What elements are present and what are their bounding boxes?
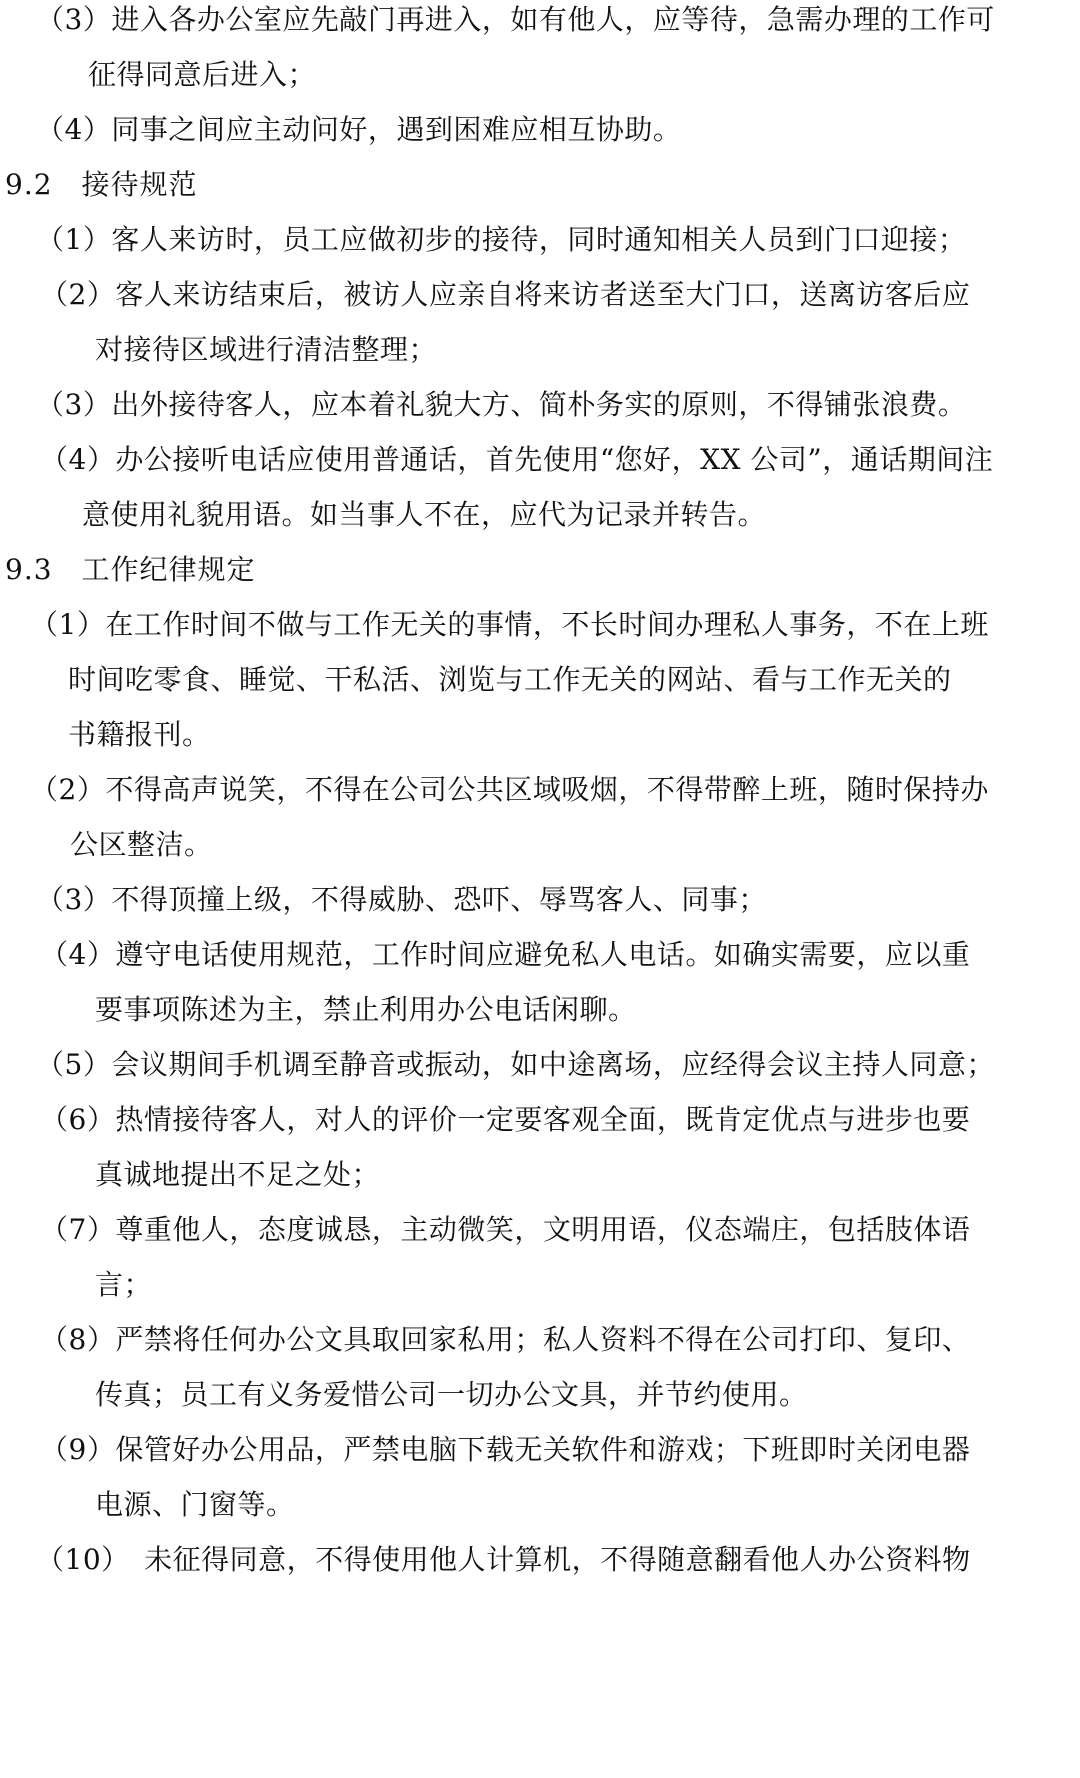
discipline-item-4-line-1: （4）遵守电话使用规范，工作时间应避免私人电话。如确实需要，应以重 (40, 938, 971, 971)
item-3-line-2: 征得同意后进入； (88, 58, 317, 91)
reception-item-2-line-1: （2）客人来访结束后，被访人应亲自将来访者送至大门口，送离访客后应 (40, 278, 971, 311)
discipline-item-1-line-2: 时间吃零食、睡觉、干私活、浏览与工作无关的网站、看与工作无关的 (68, 663, 952, 696)
discipline-item-2-line-2: 公区整洁。 (70, 828, 213, 861)
reception-item-4-line-1: （4）办公接听电话应使用普通话，首先使用“您好，XX 公司”，通话期间注 (40, 443, 994, 476)
discipline-item-5: （5）会议期间手机调至静音或振动，如中途离场，应经得会议主持人同意； (36, 1048, 995, 1081)
section-heading-9-3: 9.3 工作纪律规定 (5, 553, 256, 586)
reception-item-4-line-2: 意使用礼貌用语。如当事人不在，应代为记录并转告。 (82, 498, 767, 531)
reception-item-1: （1）客人来访时，员工应做初步的接待，同时通知相关人员到门口迎接； (36, 223, 967, 256)
discipline-item-1-line-1: （1）在工作时间不做与工作无关的事情，不长时间办理私人事务，不在上班 (30, 608, 989, 641)
discipline-item-7-line-2: 言； (95, 1268, 153, 1301)
section-heading-9-2: 9.2 接待规范 (5, 168, 198, 201)
item-3-line-1: （3）进入各办公室应先敲门再进入，如有他人，应等待，急需办理的工作可 (36, 3, 995, 36)
discipline-item-6-line-1: （6）热情接待客人，对人的评价一定要客观全面，既肯定优点与进步也要 (40, 1103, 971, 1136)
discipline-item-3: （3）不得顶撞上级，不得威胁、恐吓、辱骂客人、同事； (36, 883, 767, 916)
discipline-item-9-line-2: 电源、门窗等。 (95, 1488, 295, 1521)
discipline-item-1-line-3: 书籍报刊。 (68, 718, 211, 751)
discipline-item-8-line-1: （8）严禁将任何办公文具取回家私用；私人资料不得在公司打印、复印、 (40, 1323, 971, 1356)
discipline-item-9-line-1: （9）保管好办公用品，严禁电脑下载无关软件和游戏；下班即时关闭电器 (40, 1433, 971, 1466)
item-4-line-1: （4）同事之间应主动问好，遇到困难应相互协助。 (36, 113, 682, 146)
reception-item-2-line-2: 对接待区域进行清洁整理； (95, 333, 438, 366)
discipline-item-10-line-1: （10） 未征得同意，不得使用他人计算机，不得随意翻看他人办公资料物 (36, 1543, 971, 1576)
discipline-item-4-line-2: 要事项陈述为主，禁止利用办公电话闲聊。 (95, 993, 637, 1026)
reception-item-3: （3）出外接待客人，应本着礼貌大方、简朴务实的原则，不得铺张浪费。 (36, 388, 967, 421)
discipline-item-2-line-1: （2）不得高声说笑，不得在公司公共区域吸烟，不得带醉上班，随时保持办 (30, 773, 989, 806)
discipline-item-8-line-2: 传真；员工有义务爱惜公司一切办公文具，并节约使用。 (95, 1378, 808, 1411)
discipline-item-6-line-2: 真诚地提出不足之处； (95, 1158, 381, 1191)
discipline-item-7-line-1: （7）尊重他人，态度诚恳，主动微笑，文明用语，仪态端庄，包括肢体语 (40, 1213, 971, 1246)
